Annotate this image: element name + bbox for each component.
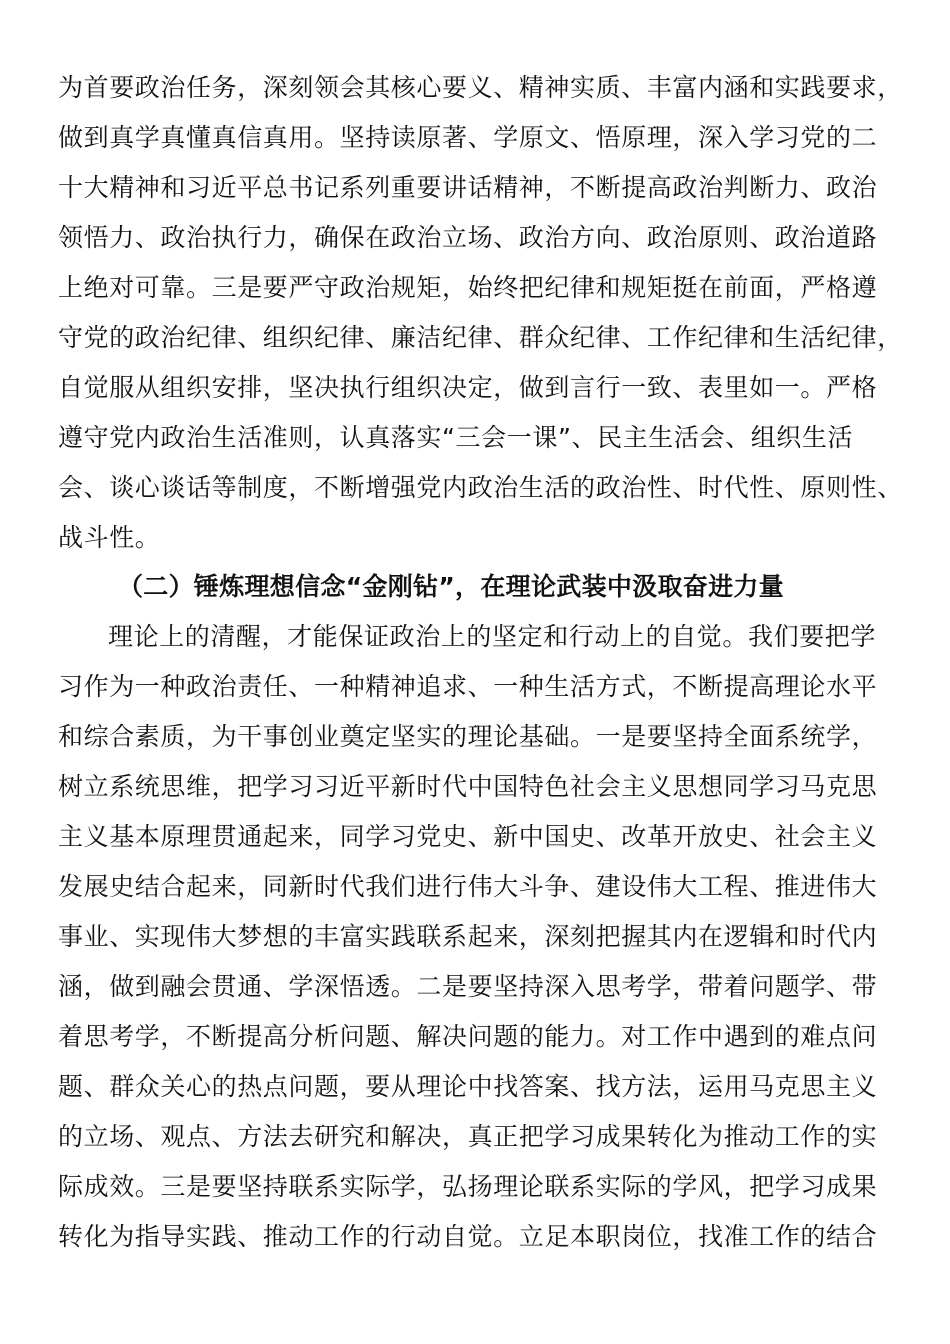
paragraph-1-line-1: 为首要政治任务，深刻领会其核心要义、精神实质、丰富内涵和实践要求，: [58, 73, 903, 102]
paragraph-1-line-8: 遵守党内政治生活准则，认真落实“三会一课”、民主生活会、组织生活: [58, 423, 854, 452]
paragraph-2-line-4: 树立系统思维，把学习习近平新时代中国特色社会主义思想同学习马克思: [58, 772, 878, 801]
paragraph-2-line-8: 涵，做到融会贯通、学深悟透。二是要坚持深入思考学，带着问题学、带: [58, 972, 878, 1001]
paragraph-1-line-2: 做到真学真懂真信真用。坚持读原著、学原文、悟原理，深入学习党的二: [58, 123, 878, 152]
paragraph-2-line-2: 习作为一种政治责任、一种精神追求、一种生活方式，不断提高理论水平: [58, 672, 878, 701]
paragraph-1-line-4: 领悟力、政治执行力，确保在政治立场、政治方向、政治原则、政治道路: [58, 223, 878, 252]
section-heading: （二）锤炼理想信念“金刚钻”，在理论武装中汲取奋进力量: [118, 572, 784, 601]
paragraph-1-line-9: 会、谈心谈话等制度，不断增强党内政治生活的政治性、时代性、原则性、: [58, 473, 903, 502]
paragraph-1-line-10: 战斗性。: [58, 523, 161, 552]
paragraph-1-line-5: 上绝对可靠。三是要严守政治规矩，始终把纪律和规矩挺在前面，严格遵: [58, 273, 878, 302]
paragraph-2-line-9: 着思考学，不断提高分析问题、解决问题的能力。对工作中遇到的难点问: [58, 1022, 878, 1051]
paragraph-2-line-10: 题、群众关心的热点问题，要从理论中找答案、找方法，运用马克思主义: [58, 1072, 878, 1101]
paragraph-2-line-6: 发展史结合起来，同新时代我们进行伟大斗争、建设伟大工程、推进伟大: [58, 872, 878, 901]
paragraph-2-line-11: 的立场、观点、方法去研究和解决，真正把学习成果转化为推动工作的实: [58, 1122, 878, 1151]
paragraph-2-line-13: 转化为指导实践、推动工作的行动自觉。立足本职岗位，找准工作的结合: [58, 1222, 878, 1251]
paragraph-2-line-12: 际成效。三是要坚持联系实际学，弘扬理论联系实际的学风，把学习成果: [58, 1172, 878, 1201]
paragraph-2-line-7: 事业、实现伟大梦想的丰富实践联系起来，深刻把握其内在逻辑和时代内: [58, 922, 878, 951]
paragraph-1-line-3: 十大精神和习近平总书记系列重要讲话精神，不断提高政治判断力、政治: [58, 173, 878, 202]
paragraph-2-line-3: 和综合素质，为干事创业奠定坚实的理论基础。一是要坚持全面系统学，: [58, 722, 878, 751]
paragraph-1-line-6: 守党的政治纪律、组织纪律、廉洁纪律、群众纪律、工作纪律和生活纪律，: [58, 323, 903, 352]
paragraph-1-line-7: 自觉服从组织安排，坚决执行组织决定，做到言行一致、表里如一。严格: [58, 373, 878, 402]
paragraph-2-line-1: 理论上的清醒，才能保证政治上的坚定和行动上的自觉。我们要把学: [108, 622, 877, 651]
paragraph-2-line-5: 主义基本原理贯通起来，同学习党史、新中国史、改革开放史、社会主义: [58, 822, 878, 851]
